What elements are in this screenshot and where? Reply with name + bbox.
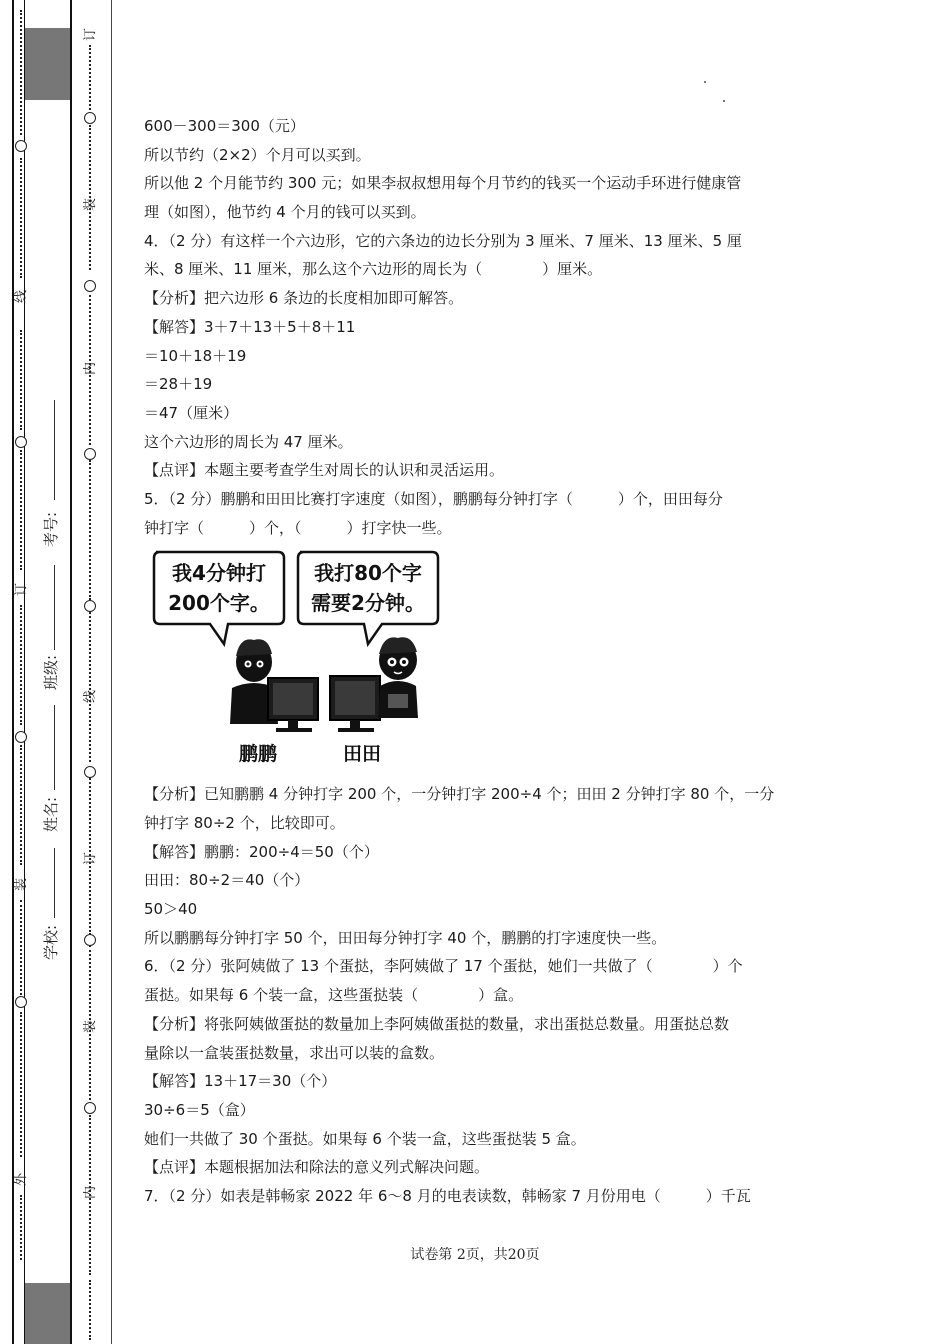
text-line: 【解答】13＋17＝30（个）: [144, 1072, 337, 1091]
text-line: 【点评】本题根据加法和除法的意义列式解决问题。: [144, 1158, 490, 1177]
binding-hole-icon: [84, 766, 96, 778]
margin-rule: [12, 0, 14, 1344]
margin-mark: 订: [14, 582, 30, 597]
text-line: ＝10＋18＋19: [144, 346, 247, 365]
margin-rule: [70, 0, 72, 1344]
text-line: 【分析】已知鹏鹏 4 分钟打字 200 个，一分钟打字 200÷4 个；田田 2 分钟打字 80 个，一分: [144, 785, 775, 804]
bubble-right-line1: 我打80个字: [314, 561, 422, 586]
text-line: 这个六边形的周长为 47 厘米。: [144, 432, 353, 451]
class-label: 班级:: [42, 654, 60, 690]
margin-mark: 装: [83, 197, 99, 212]
text-block-a: [144, 112, 824, 542]
name-label-right: 田田: [342, 743, 382, 766]
text-line: 她们一共做了 30 个蛋挞。如果每 6 个装一盒，这些蛋挞装 5 盒。: [144, 1129, 586, 1148]
binding-hole-icon: [15, 731, 27, 743]
binding-hole-icon: [84, 448, 96, 460]
binding-gray-block: [25, 1283, 70, 1344]
page-content: [144, 112, 824, 1211]
margin-mark: 线: [83, 689, 99, 704]
binding-gray-block: [25, 28, 70, 100]
binding-hole-icon: [84, 280, 96, 292]
text-line: 所以他 2 个月能节约 300 元；如果李叔叔想用每个月节约的钱买一个运动手环进行健康管: [144, 174, 742, 193]
typing-comparison-figure: [150, 548, 440, 768]
text-line: 钟打字 80÷2 个，比较即可。: [144, 814, 345, 832]
margin-mark: 内: [83, 1185, 99, 1200]
margin-rule: [24, 0, 25, 1344]
binding-hole-icon: [84, 112, 96, 124]
scan-speck: [704, 81, 706, 83]
text-line: 米、8 厘米、11 厘米，那么这个六边形的周长为（ ）厘米。: [144, 260, 603, 279]
bubble-right-line2: 需要2分钟。: [311, 591, 425, 616]
class-blank: [54, 565, 55, 650]
margin-mark: 内: [83, 361, 99, 376]
margin-mark: 装: [83, 1019, 99, 1034]
text-line: 【分析】把六边形 6 条边的长度相加即可解答。: [144, 289, 464, 308]
text-line: 【点评】本题主要考查学生对周长的认识和灵活运用。: [144, 461, 505, 480]
text-line: 4．（2 分）有这样一个六边形，它的六条边的边长分别为 3 厘米、7 厘米、13 厘米、5 厘: [144, 231, 742, 250]
text-line: ＝47（厘米）: [144, 403, 239, 422]
text-line: 7．（2 分）如表是韩畅家 2022 年 6～8 月的电表读数，韩畅家 7 月份用电（ ）千瓦: [144, 1186, 751, 1205]
text-line: 30÷6＝5（盒）: [144, 1100, 255, 1119]
boy-tiantian-icon: [378, 638, 418, 719]
bubble-left-line2: 200个字。: [168, 591, 270, 616]
name-blank: [54, 705, 55, 790]
binding-hole-icon: [15, 436, 27, 448]
text-line: 所以鹏鹏每分钟打字 50 个，田田每分钟打字 40 个，鹏鹏的打字速度快一些。: [144, 928, 667, 947]
name-label-left: 鹏鹏: [238, 743, 278, 766]
school-blank: [54, 848, 55, 918]
text-line: 5．（2 分）鹏鹏和田田比赛打字速度（如图），鹏鹏每分钟打字（ ）个，田田每分: [144, 489, 723, 508]
text-line: 600－300＝300（元）: [144, 117, 305, 135]
margin-mark: 订: [83, 27, 99, 42]
text-line: 50＞40: [144, 900, 198, 919]
bubble-left-line1: 我4分钟打: [172, 561, 266, 586]
binding-hole-icon: [84, 1102, 96, 1114]
binding-hole-icon: [15, 996, 27, 1008]
text-line: 【解答】3＋7＋13＋5＋8＋11: [144, 317, 356, 336]
margin-mark: 线: [14, 289, 30, 304]
text-line: 【分析】将张阿姨做蛋挞的数量加上李阿姨做蛋挞的数量，求出蛋挞总数量。用蛋挞总数: [144, 1014, 730, 1033]
text-line: 量除以一盒装蛋挞数量，求出可以装的盒数。: [144, 1043, 445, 1062]
text-line: 所以节约（2×2）个月可以买到。: [144, 145, 371, 164]
typing-illustration: [150, 548, 440, 768]
margin-mark: 外: [14, 1172, 30, 1187]
text-block-b: [144, 780, 824, 1210]
text-line: 理（如图），他节约 4 个月的钱可以买到。: [144, 203, 426, 222]
computer-monitor-right-icon: [330, 676, 380, 732]
text-line: 蛋挞。如果每 6 个装一盒，这些蛋挞装（ ）盒。: [144, 986, 524, 1005]
exam-number-label: 考号:: [42, 511, 60, 547]
text-line: ＝28＋19: [144, 375, 213, 394]
margin-mark: 装: [14, 877, 30, 892]
text-line: 田田：80÷2＝40（个）: [144, 871, 310, 890]
text-line: 钟打字（ ）个，（ ）打字快一些。: [144, 518, 452, 537]
text-line: 6．（2 分）张阿姨做了 13 个蛋挞，李阿姨做了 17 个蛋挞，她们一共做了（ ）个: [144, 957, 743, 976]
binding-hole-icon: [84, 934, 96, 946]
margin-mark: 订: [83, 851, 99, 866]
page-footer: 试卷第 2页，共20页: [410, 1247, 540, 1263]
margin-rule: [111, 0, 112, 1344]
school-label: 学校:: [42, 924, 60, 960]
binding-hole-icon: [84, 600, 96, 612]
exam-number-blank: [54, 400, 55, 500]
binding-margin: [0, 0, 115, 1344]
binding-hole-icon: [15, 140, 27, 152]
scan-speck: [723, 100, 725, 102]
text-line: 【解答】鹏鹏：200÷4＝50（个）: [144, 842, 379, 861]
name-label: 姓名:: [42, 796, 60, 832]
